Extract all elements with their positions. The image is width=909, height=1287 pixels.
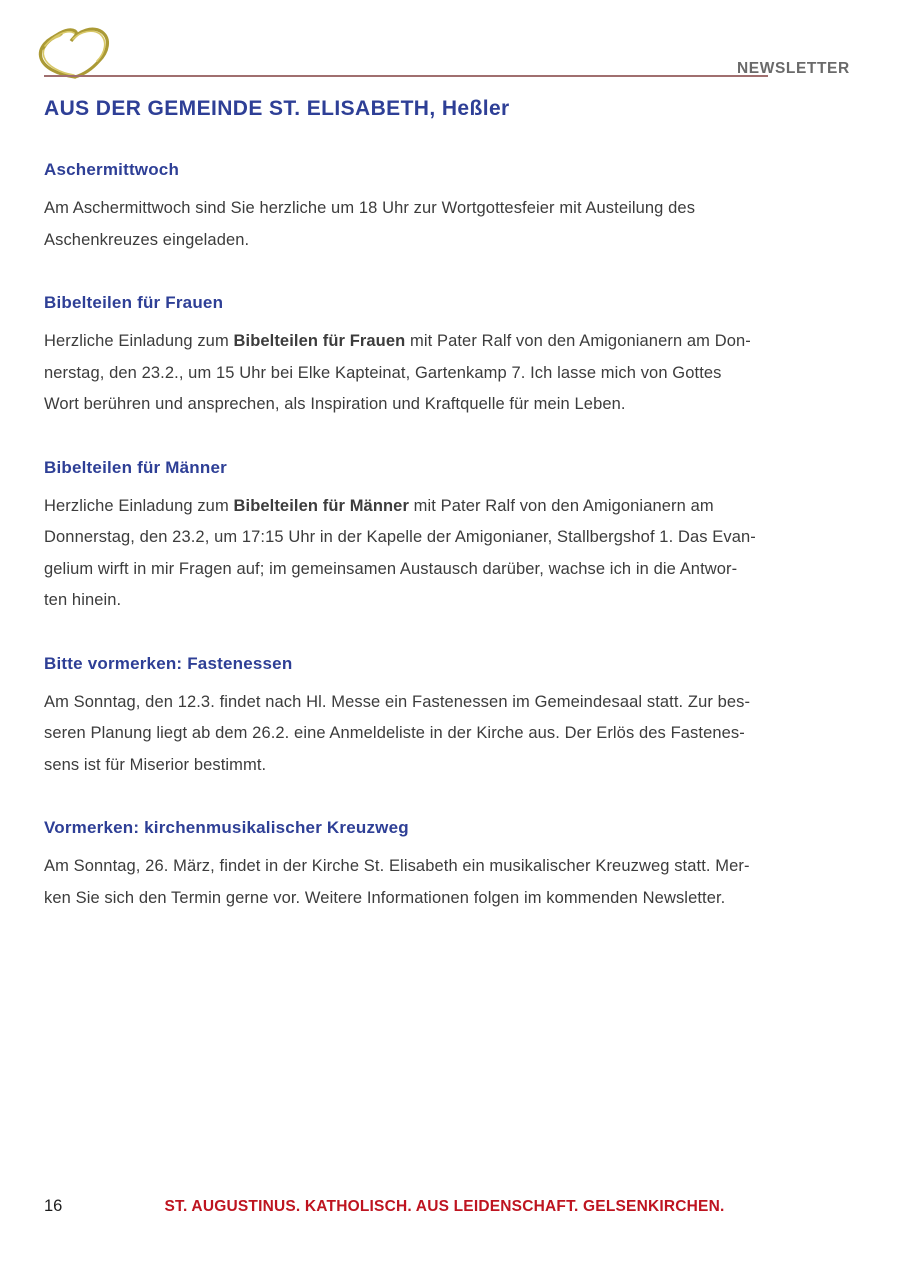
- section-heading: Aschermittwoch: [44, 160, 180, 179]
- newsletter-section: [44, 293, 865, 421]
- section-body: Am Sonntag, den 12.3. findet nach Hl. Messe ein Fastenessen im Gemeindesaal statt. Zur bes- seren Planung liegt ab dem 26.2. eine Anmeldeliste in der Kirche aus. Der Erlös des Fastenes- sens ist für Miserior bestimmt.: [44, 692, 751, 774]
- section-heading: Vormerken: kirchenmusikalischer Kreuzweg: [44, 818, 409, 837]
- section-body: Am Aschermittwoch sind Sie herzliche um 18 Uhr zur Wortgottesfeier mit Austeilung des Aschenkreuzes eingeladen.: [44, 199, 696, 249]
- section-heading: Bibelteilen für Männer: [44, 457, 227, 477]
- section-body: Herzliche Einladung zum Bibelteilen für Frauen mit Pater Ralf von den Amigonianern am Don- nerstag, den 23.2., um 15 Uhr bei Elke Kapteinat, Gartenkamp 7. Ich lasse mich von Gottes Wort berühren und ansprechen, als Inspiration und Kraftquelle für mein Leben.: [44, 332, 751, 413]
- section-heading: Bibelteilen für Frauen: [44, 293, 224, 312]
- newsletter-section: [44, 458, 865, 617]
- header-rule: [44, 75, 768, 77]
- page-number: 16: [44, 1197, 63, 1215]
- newsletter-section: [44, 818, 865, 914]
- page-title: AUS DER GEMEINDE ST. ELISABETH, Heßler: [44, 97, 510, 120]
- section-body: Herzliche Einladung zum Bibelteilen für Männer mit Pater Ralf von den Amigonianern am Donnerstag, den 23.2, um 17:15 Uhr in der Kapelle der Amigonianer, Stallbergshof 1. Das Evan- gelium wirft in mir Fragen auf; im gemeinsamen Austausch darüber, wachse ich in die Antwor- ten hinein.: [44, 496, 756, 609]
- newsletter-section: [44, 160, 865, 256]
- section-heading: Bitte vormerken: Fastenessen: [44, 653, 293, 673]
- newsletter-section: [44, 654, 865, 782]
- content: [44, 160, 865, 951]
- footer-slogan: ST. AUGUSTINUS. KATHOLISCH. AUS LEIDENSCHAFT. GELSENKIRCHEN.: [164, 1198, 725, 1215]
- newsletter-label: NEWSLETTER: [737, 60, 850, 77]
- section-body: Am Sonntag, 26. März, findet in der Kirche St. Elisabeth ein musikalischer Kreuzweg statt. Mer- ken Sie sich den Termin gerne vor. Weitere Informationen folgen im kommenden Newsletter.: [44, 857, 750, 907]
